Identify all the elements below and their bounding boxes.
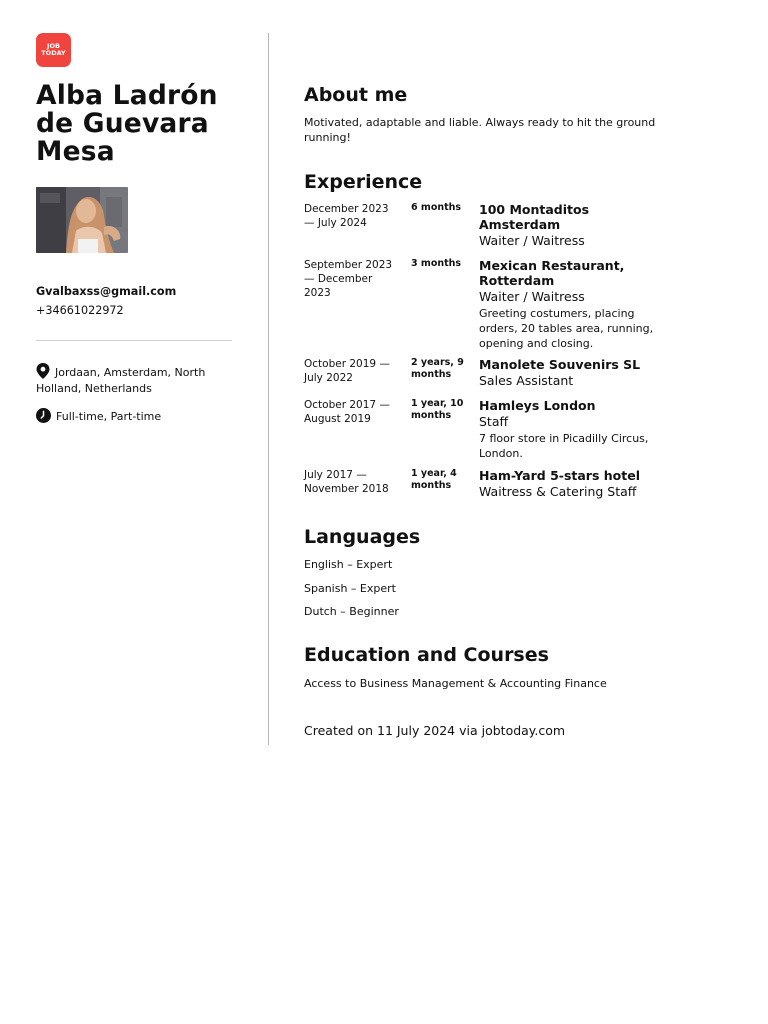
education-item: Access to Business Management & Accounting Finance (304, 677, 607, 690)
job-dates: December 2023 — July 2024 (304, 203, 389, 229)
job-duration: 1 year, 4 months (411, 468, 457, 491)
logo-text-line1: JOB (47, 42, 60, 50)
email-address[interactable]: Gvalbaxss@gmail.com (36, 285, 177, 298)
job-info (479, 258, 669, 351)
job-dates: October 2019 — July 2022 (304, 358, 390, 384)
education-heading: Education and Courses (304, 644, 549, 666)
job-company: Manolete Souvenirs SL (479, 357, 641, 372)
phone-number[interactable]: +34661022972 (36, 304, 124, 317)
job-info (479, 398, 669, 461)
job-description: 7 floor store in Picadilly Circus, London. (479, 432, 649, 460)
left-divider (36, 340, 232, 341)
job-dates: September 2023 — December 2023 (304, 259, 393, 299)
about-heading: About me (304, 84, 408, 106)
job-company: Mexican Restaurant, Rotterdam (479, 258, 625, 288)
job-dates: October 2017 — August 2019 (304, 399, 390, 425)
job-role: Sales Assistant (479, 373, 574, 388)
location-pin-icon (36, 363, 50, 379)
location-text: Jordaan, Amsterdam, North Holland, Netherlands (36, 366, 206, 395)
language-item: Dutch – Beginner (304, 605, 399, 618)
job-company: Ham-Yard 5-stars hotel (479, 468, 640, 483)
job-description: Greeting costumers, placing orders, 20 tables area, running, opening and closing. (479, 307, 654, 350)
candidate-name: Alba Ladrón de Guevara Mesa (36, 80, 218, 167)
job-duration: 3 months (411, 258, 462, 269)
job-role: Waitress & Catering Staff (479, 484, 637, 499)
availability-info (36, 408, 161, 425)
language-item: English – Expert (304, 558, 393, 571)
job-duration: 2 years, 9 months (411, 357, 464, 380)
job-info (479, 468, 669, 501)
location-info (36, 363, 226, 397)
availability-text: Full-time, Part-time (56, 410, 162, 423)
jobtoday-logo (36, 33, 71, 67)
logo-text-line2: TODAY (41, 49, 66, 57)
column-divider (268, 33, 269, 745)
job-duration: 6 months (411, 202, 462, 213)
job-info (479, 357, 669, 390)
job-role: Staff (479, 414, 509, 429)
experience-heading: Experience (304, 171, 423, 193)
job-dates: July 2017 — November 2018 (304, 469, 389, 495)
profile-photo (36, 187, 128, 253)
language-item: Spanish – Expert (304, 582, 396, 595)
job-role: Waiter / Waitress (479, 289, 585, 304)
languages-heading: Languages (304, 526, 421, 548)
job-company: Hamleys London (479, 398, 596, 413)
job-info (479, 202, 669, 250)
job-role: Waiter / Waitress (479, 233, 585, 248)
clock-icon (36, 408, 51, 423)
created-note: Created on 11 July 2024 via jobtoday.com (304, 723, 566, 738)
job-company: 100 Montaditos Amsterdam (479, 202, 590, 232)
job-duration: 1 year, 10 months (411, 398, 464, 421)
about-text: Motivated, adaptable and liable. Always ready to hit the ground running! (304, 116, 656, 144)
